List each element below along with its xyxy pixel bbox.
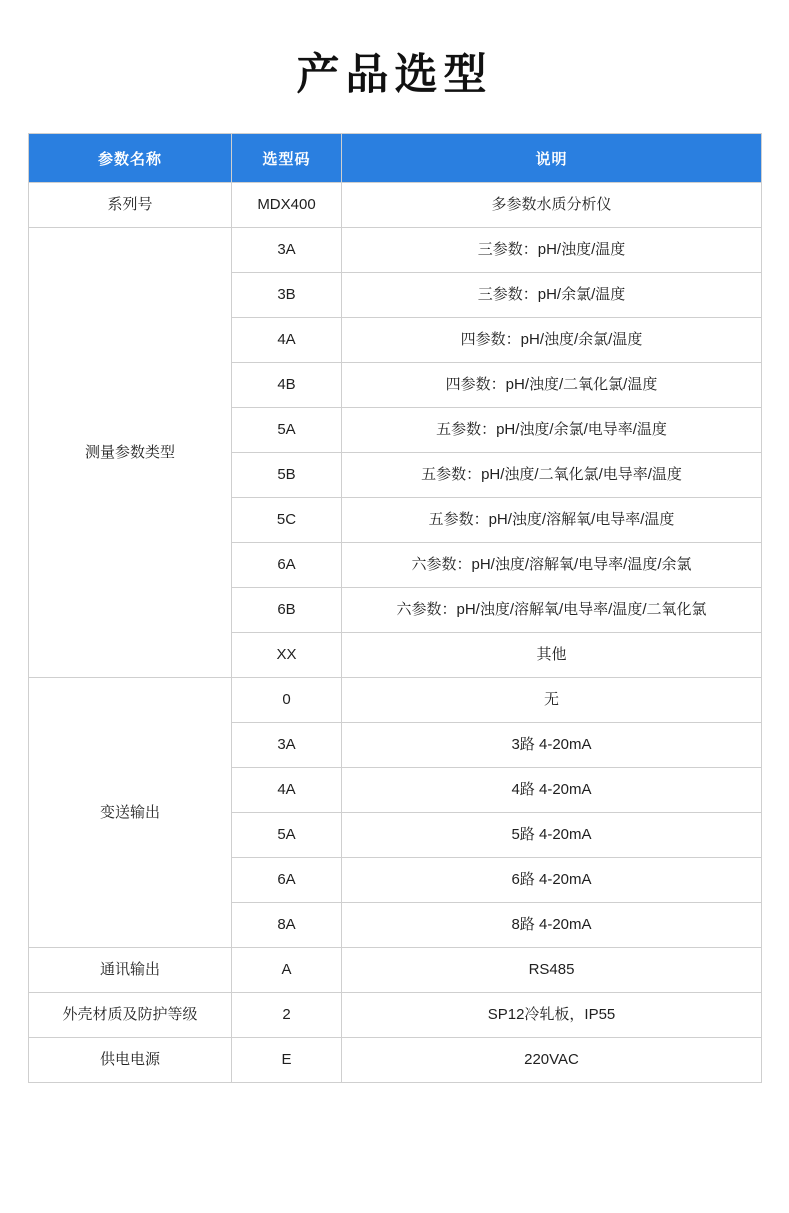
description-cell: 无 — [342, 678, 762, 723]
param-name-cell: 供电电源 — [29, 1038, 232, 1083]
selection-code-cell: 4A — [232, 318, 342, 363]
description-cell: 3路 4-20mA — [342, 723, 762, 768]
param-name-cell: 测量参数类型 — [29, 228, 232, 678]
selection-code-cell: 5B — [232, 453, 342, 498]
selection-code-cell: 5C — [232, 498, 342, 543]
selection-code-cell: 3A — [232, 228, 342, 273]
selection-code-cell: 4B — [232, 363, 342, 408]
table-header — [29, 134, 762, 183]
table-row — [29, 1038, 762, 1083]
selection-code-cell: 2 — [232, 993, 342, 1038]
header-param-name: 参数名称 — [29, 134, 232, 183]
description-cell: 多参数水质分析仪 — [342, 183, 762, 228]
selection-code-cell: 0 — [232, 678, 342, 723]
description-cell: 五参数：pH/浊度/溶解氧/电导率/温度 — [342, 498, 762, 543]
selection-code-cell: A — [232, 948, 342, 993]
description-cell: 五参数：pH/浊度/余氯/电导率/温度 — [342, 408, 762, 453]
header-selection-code: 选型码 — [232, 134, 342, 183]
selection-code-cell: 6B — [232, 588, 342, 633]
table-row — [29, 948, 762, 993]
description-cell: 三参数：pH/余氯/温度 — [342, 273, 762, 318]
selection-code-cell: 5A — [232, 813, 342, 858]
product-selection-table — [28, 133, 762, 1083]
page-title: 产品选型 — [296, 51, 493, 99]
selection-table-wrapper — [28, 133, 761, 1083]
header-row — [29, 134, 762, 183]
param-name-cell: 系列号 — [29, 183, 232, 228]
table-row — [29, 993, 762, 1038]
description-cell: 六参数：pH/浊度/溶解氧/电导率/温度/二氧化氯 — [342, 588, 762, 633]
description-cell: SP12冷轧板，IP55 — [342, 993, 762, 1038]
table-row — [29, 678, 762, 723]
description-cell: 220VAC — [342, 1038, 762, 1083]
table-body — [29, 183, 762, 1083]
table-row — [29, 183, 762, 228]
description-cell: 8路 4-20mA — [342, 903, 762, 948]
description-cell: 五参数：pH/浊度/二氧化氯/电导率/温度 — [342, 453, 762, 498]
param-name-cell: 变送输出 — [29, 678, 232, 948]
description-cell: 三参数：pH/浊度/温度 — [342, 228, 762, 273]
selection-code-cell: 3A — [232, 723, 342, 768]
description-cell: 其他 — [342, 633, 762, 678]
selection-code-cell: XX — [232, 633, 342, 678]
selection-code-cell: 6A — [232, 543, 342, 588]
selection-code-cell: 8A — [232, 903, 342, 948]
selection-code-cell: 4A — [232, 768, 342, 813]
param-name-cell: 外壳材质及防护等级 — [29, 993, 232, 1038]
description-cell: 四参数：pH/浊度/二氧化氯/温度 — [342, 363, 762, 408]
selection-code-cell: 5A — [232, 408, 342, 453]
description-cell: 5路 4-20mA — [342, 813, 762, 858]
description-cell: 6路 4-20mA — [342, 858, 762, 903]
description-cell: RS485 — [342, 948, 762, 993]
selection-code-cell: MDX400 — [232, 183, 342, 228]
selection-code-cell: 6A — [232, 858, 342, 903]
description-cell: 六参数：pH/浊度/溶解氧/电导率/温度/余氯 — [342, 543, 762, 588]
selection-code-cell: E — [232, 1038, 342, 1083]
param-name-cell: 通讯输出 — [29, 948, 232, 993]
description-cell: 四参数：pH/浊度/余氯/温度 — [342, 318, 762, 363]
header-description: 说明 — [342, 134, 762, 183]
selection-code-cell: 3B — [232, 273, 342, 318]
description-cell: 4路 4-20mA — [342, 768, 762, 813]
table-row — [29, 228, 762, 273]
